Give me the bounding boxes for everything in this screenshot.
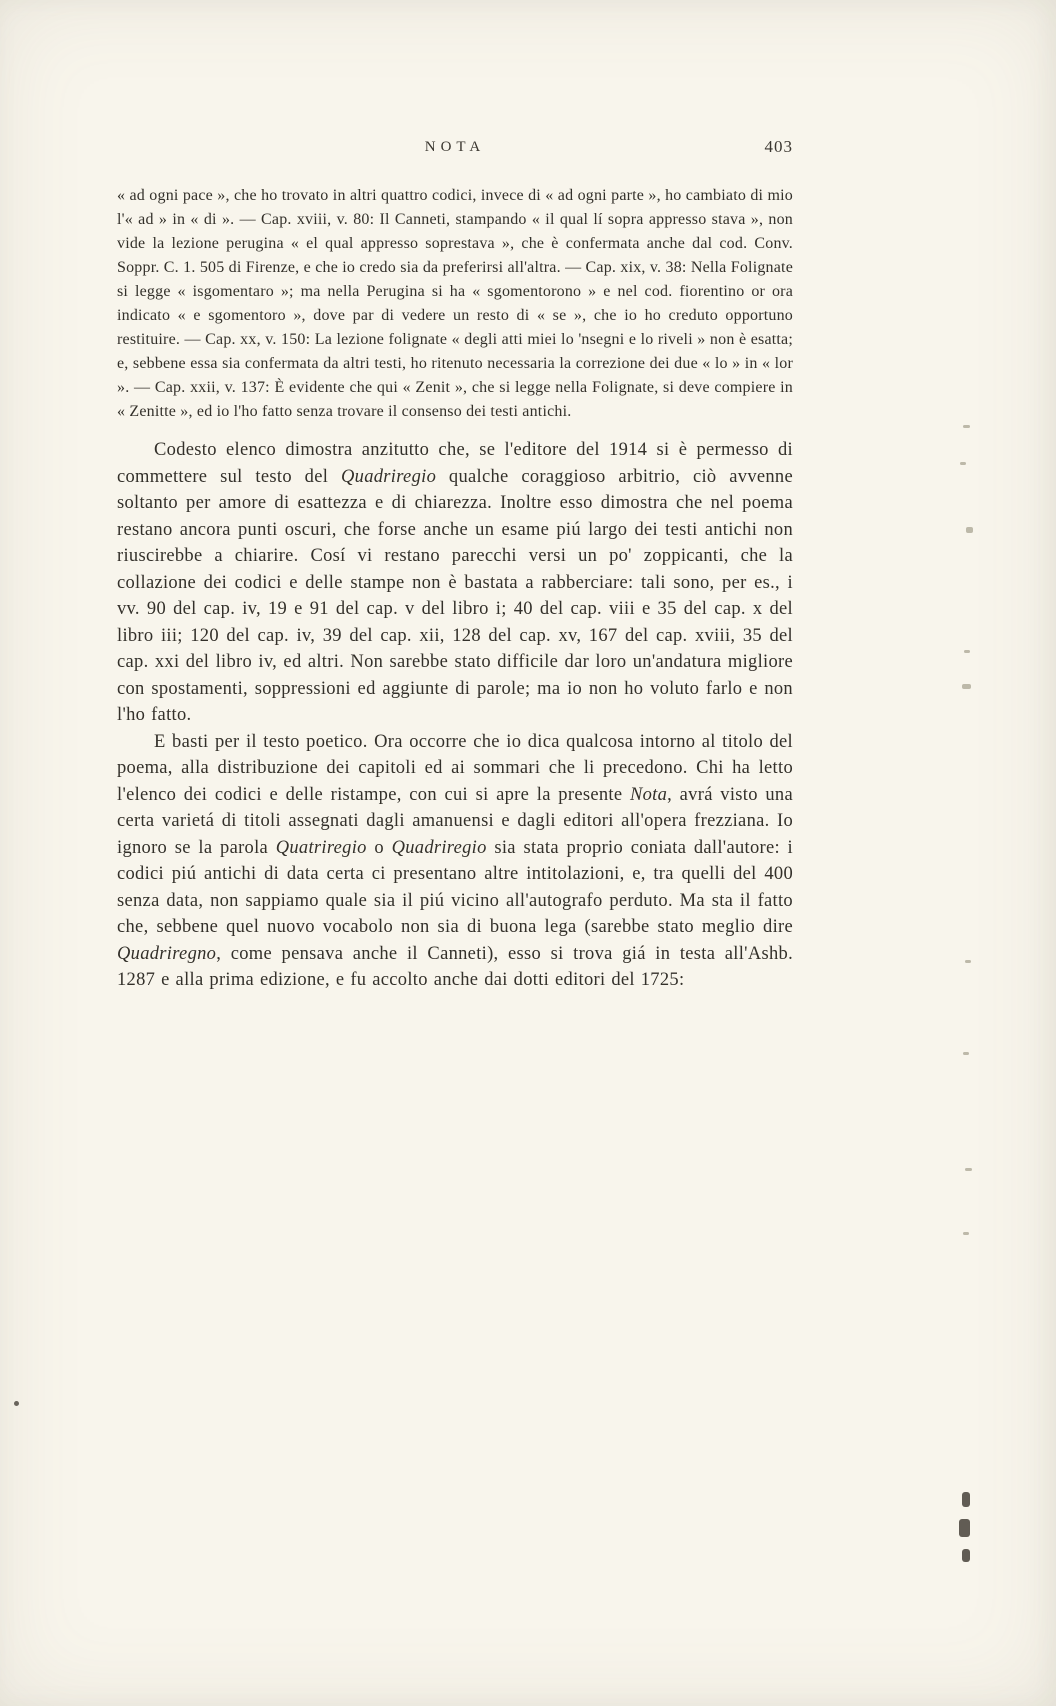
scan-artifact (965, 1168, 972, 1171)
scan-artifact (960, 462, 966, 465)
text-run: sia stata proprio coniata dall'autore: i codici piú antichi di data certa ci presentano altre intitolazioni, e, tra quelli del 400 senza data, non sappiamo quale sia il piú vicino all'autografo perduto. Ma sta il fatto che, sebbene quel nuovo vocabolo non sia di buona lega (sarebbe stato meglio dire (117, 837, 793, 937)
text-run: Codesto elenco dimostra anzitutto che, se l'editore del 1914 si è permesso di commettere sul testo del (117, 440, 793, 487)
italic-text-run: Quatriregio (275, 837, 367, 858)
text-run: « ad ogni pace », che ho trovato in altri quattro codici, invece di « ad ogni parte », ho cambiato di mio l'« ad » in « di ». — Cap. xviii, v. 80: Il Canneti, stampando « il qual lí sopra appresso stava », non vide la lezione perugina « el qual appresso soprestava », che è confermata anche dal cod. Conv. Soppr. C. 1. 505 di Firenze, e che io credo sia da preferirsi all'altra. — Cap. xix, v. 38: Nella Folignate si legge « isgomentaro »; ma nella Perugina si ha « sgomentorono » e nel cod. fiorentino or ora indicato « e sgomentoro », dove par di vedere un resto di « se », che io ho creduto opportuno restituire. — Cap. xx, v. 150: La lezione folignate « degli atti miei lo 'nsegni e lo riveli » non è esatta; e, sebbene essa sia confermata da altri testi, ho ritenuto necessaria la correzione dei due « lo » in « lor ». — Cap. xxii, v. 137: È evidente che qui « Zenit », che si legge nella Folignate, si deve compiere in « Zenitte », ed io l'ho fatto senza trovare il consenso dei testi antichi. (117, 187, 793, 420)
scanned-page (117, 138, 793, 994)
italic-text-run: Nota (629, 784, 668, 805)
page-number: 403 (764, 137, 793, 156)
scan-artifact (966, 527, 973, 533)
scan-artifact (964, 650, 970, 653)
scan-artifact (963, 1232, 969, 1235)
text-run: o (366, 837, 392, 858)
paragraph (117, 437, 793, 729)
scan-artifact (965, 960, 971, 963)
italic-text-run: Quadriregno (117, 943, 217, 964)
text-block (117, 184, 793, 994)
text-run: E basti per il testo poetico. Ora occorre che io dica qualcosa intorno al titolo del poema, alla distribuzione dei capitoli ed ai sommari che li precedono. Chi ha letto l'elenco dei codici e delle ristampe, con cui si apre la presente (117, 731, 793, 805)
scan-artifact (14, 1401, 19, 1406)
page-header-title: NOTA (424, 139, 486, 155)
scan-artifact (962, 1549, 970, 1562)
scan-artifact (963, 1052, 969, 1055)
scan-artifact (959, 1519, 970, 1537)
italic-text-run: Quadriregio (341, 466, 437, 487)
text-run: , avrá visto una certa varietá di titoli assegnati dagli amanuensi e dagli editori all'opera frezziana. Io ignoro se la parola (117, 784, 793, 858)
scan-artifact (962, 1492, 970, 1507)
text-run: qualche coraggioso arbitrio, ciò avvenne soltanto per amore di esattezza e di chiarezza. Inoltre esso dimostra che nel poema restano ancora punti oscuri, che forse anche un esame piú largo dei testi antichi non riuscirebbe a chiarire. Cosí vi restano parecchi versi un po' zoppicanti, che la collazione dei codici e delle stampe non è bastata a rabberciare: tali sono, per es., i vv. 90 del cap. iv, 19 e 91 del cap. v del libro i; 40 del cap. viii e 35 del cap. x del libro iii; 120 del cap. iv, 39 del cap. xii, 128 del cap. xv, 167 del cap. xviii, 35 del cap. xxi del libro iv, ed altri. Non sarebbe stato difficile dar loro un'andatura migliore con spostamenti, soppressioni ed aggiunte di parole; ma io non ho voluto farlo e non l'ho fatto. (117, 466, 793, 725)
text-run: , come pensava anche il Canneti), esso si trova giá in testa all'Ashb. 1287 e alla prima edizione, e fu accolto anche dai dotti editori del 1725: (117, 943, 793, 990)
running-head (117, 138, 793, 162)
italic-text-run: Quadriregio (391, 837, 487, 858)
scan-artifact (962, 684, 971, 689)
paragraph (117, 184, 793, 424)
scan-artifact (963, 425, 970, 428)
paragraph (117, 729, 793, 994)
